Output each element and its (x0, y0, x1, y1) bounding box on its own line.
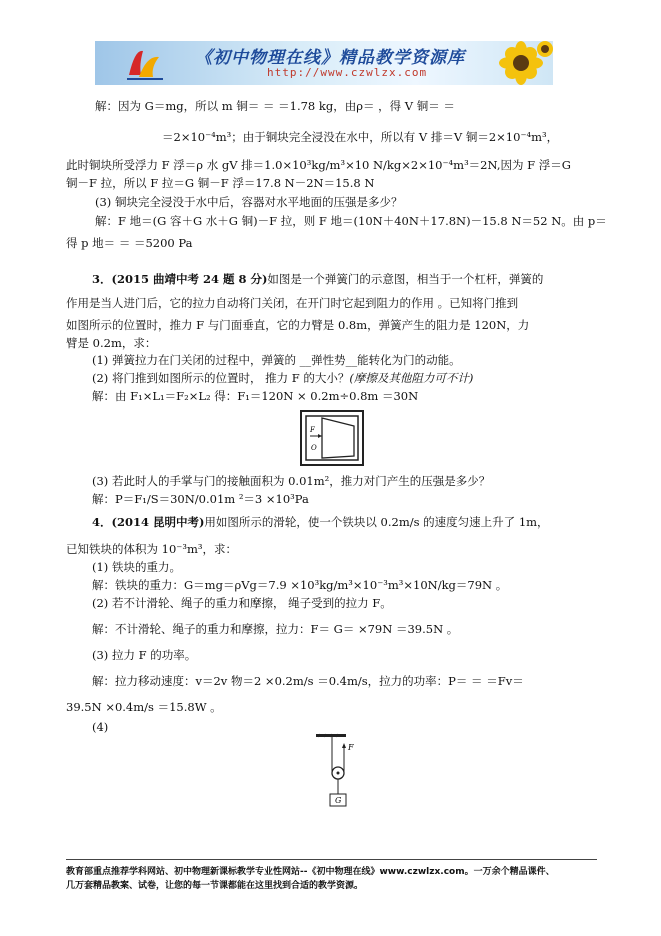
solution-line: 铜－F 拉，所以 F 拉＝G 铜－F 浮＝17.8 N－2N＝15.8 N (66, 176, 375, 190)
question-4-source: 4．(2014 昆明中考) (92, 515, 205, 529)
solution-line: 解：P＝F₁/S＝30N/0.01m ²＝3 ×10³Pa (92, 492, 309, 506)
solution-line: 39.5N ×0.4m/s ＝15.8W 。 (66, 700, 222, 714)
answer-blank: __弹性势__ (299, 353, 358, 367)
solution-line: 解：F 地＝(G 容＋G 水＋G 铜)－F 拉，则 F 地＝(10N＋40N＋17.8N)－15.8 N＝52 N。由 p＝ (95, 214, 607, 228)
sub-question: (2) 若不计滑轮、绳子的重力和摩擦， 绳子受到的拉力 F。 (92, 596, 392, 610)
solution-line: 得 p 地＝ ＝ ＝5200 Pa (66, 236, 193, 250)
solution-line: 解：铁块的重力：G＝mg＝ρVg＝7.9 ×10³kg/m³×10⁻³m³×10N/kg＝79N 。 (92, 578, 508, 592)
solution-line: 解：拉力移动速度：v＝2v 物＝2 ×0.2m/s ＝0.4m/s，拉力的功率：P＝ ＝ ＝Fv＝ (92, 674, 524, 688)
question-line: 臂是 0.2m，求： (66, 336, 157, 350)
sub-question (92, 353, 461, 367)
pulley-force-label: F (348, 743, 354, 752)
sub-question (92, 371, 473, 385)
spring-door-figure (300, 410, 364, 466)
pulley-figure (312, 732, 362, 812)
question-line: 作用是当人进门后，它的拉力自动将门关闭，在开门时它起到阻力的作用 。已知将门推到 (66, 296, 519, 310)
solution-line: ＝2×10⁻⁴m³；由于铜块完全浸没在水中，所以有 V 排＝V 铜＝2×10⁻⁴m³， (162, 130, 559, 144)
header-banner (95, 41, 553, 85)
sub-question-text: (2) 将门推到如图所示的位置时， 推力 F 的大小？ (92, 371, 350, 385)
banner-title: 《初中物理在线》精品教学资源库 (195, 48, 465, 68)
question-3-source: 3．(2015 曲靖中考 24 题 8 分) (92, 272, 268, 286)
sub-question: (4) (92, 720, 109, 734)
question-line: 已知铁块的体积为 10⁻³m³，求： (66, 542, 237, 556)
solution-line: 解：由 F₁×L₁＝F₂×L₂ 得：F₁＝120N × 0.2m÷0.8m ＝30N (92, 389, 419, 403)
sub-question: (3) 拉力 F 的功率。 (92, 648, 197, 662)
solution-line: 解：因为 G＝mg，所以 m 铜＝ ＝ ＝1.78 kg，由ρ＝ ，得 V 铜＝ ＝ (95, 99, 455, 113)
logo-icon (125, 45, 165, 81)
pulley-weight-label: G (335, 796, 342, 805)
footer-text-1: 教育部重点推荐学科网站、初中物理新课标教学专业性网站--《初中物理在线》www.czwlzx.com。一万余个精品课件、 (66, 867, 555, 877)
footer-divider (66, 859, 597, 860)
question-line: (3) 铜块完全浸没于水中后，容器对水平地面的压强是多少？ (95, 195, 403, 209)
sub-question: (3) 若此时人的手掌与门的接触面积为 0.01m²，推力对门产生的压强是多少？ (92, 474, 491, 488)
question-3-intro (92, 272, 543, 286)
question-3-text: 如图是一个弹簧门的示意图，相当于一个杠杆，弹簧的 (267, 272, 544, 286)
door-force-label: F (310, 426, 315, 434)
sub-question-note: (摩擦及其他阻力可不计) (349, 371, 474, 385)
solution-line: 解：不计滑轮、绳子的重力和摩擦，拉力：F＝ G＝ ×79N ＝39.5N 。 (92, 622, 459, 636)
door-pivot-label: O (311, 444, 317, 452)
footer-text-2: 几万套精品教案、试卷，让您的每一节课都能在这里找到合适的教学资源。 (66, 881, 364, 891)
question-4-intro (92, 515, 549, 529)
sub-question: (1) 铁块的重力。 (92, 560, 181, 574)
question-4-text: 用如图所示的滑轮，使一个铁块以 0.2m/s 的速度匀速上升了 1m， (204, 515, 549, 529)
sub-question-text: 能转化为门的动能。 (357, 353, 461, 367)
sunflower-icon (487, 41, 553, 85)
sub-question-text: (1) 弹簧拉力在门关闭的过程中，弹簧的 (92, 353, 300, 367)
solution-line: 此时铜块所受浮力 F 浮＝ρ 水 gV 排＝1.0×10³kg/m³×10 N/kg×2×10⁻⁴m³＝2N,因为 F 浮＝G (66, 158, 571, 172)
question-line: 如图所示的位置时，推力 F 与门面垂直，它的力臂是 0.8m，弹簧产生的阻力是 120N，力 (66, 318, 530, 332)
banner-url[interactable]: http://www.czwlzx.com (267, 66, 428, 79)
